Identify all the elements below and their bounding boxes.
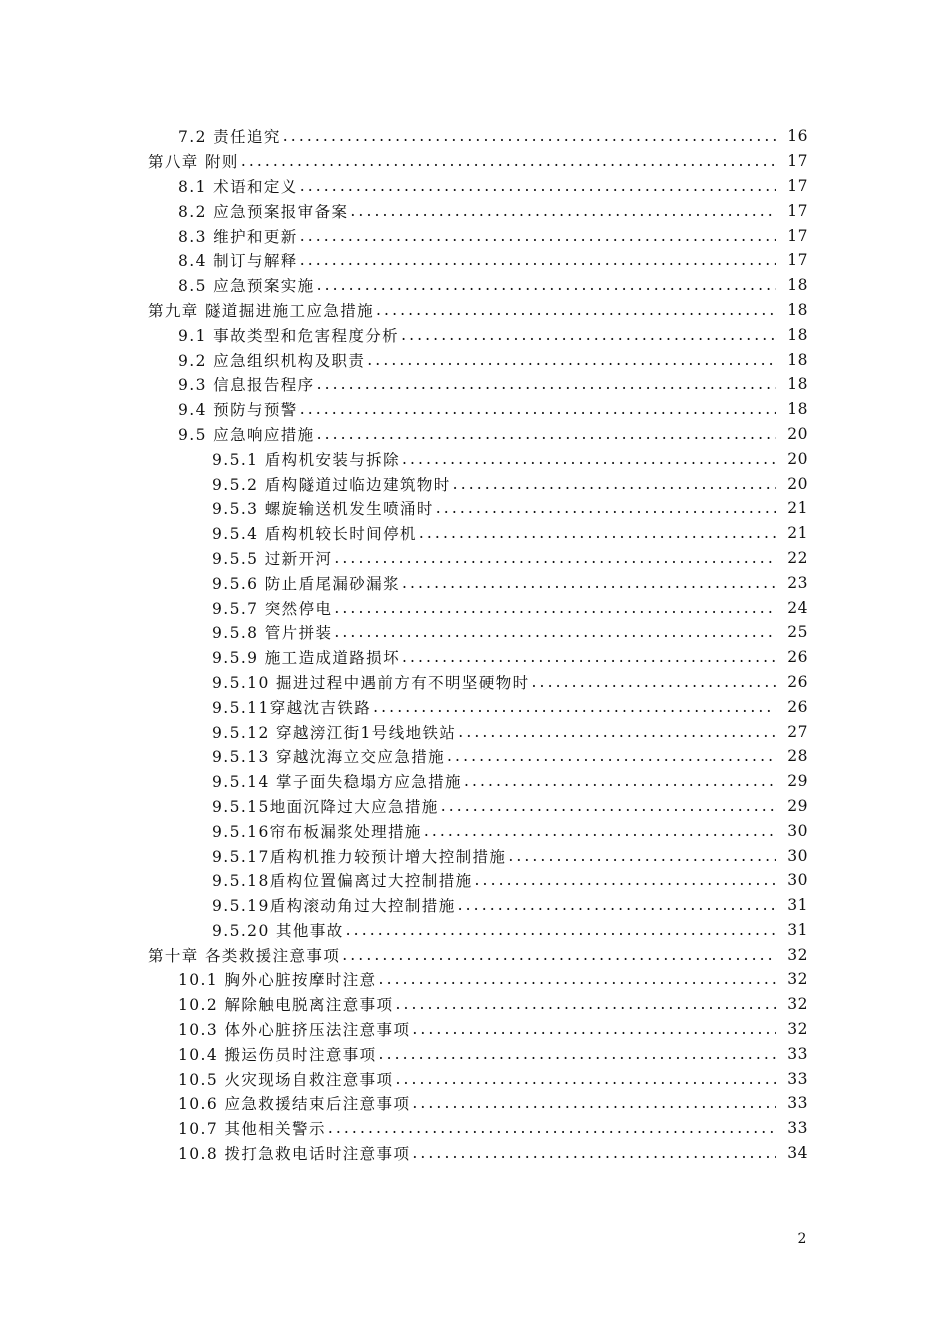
toc-dot-leader [373,698,776,716]
toc-entry[interactable] [0,198,950,223]
toc-entry-page: 22 [787,548,808,567]
toc-entry-page: 17 [787,226,808,245]
toc-entry-title: 10.7 其他相关警示 [178,1120,326,1139]
toc-dot-leader [283,127,776,145]
toc-dot-leader [376,301,776,319]
toc-entry[interactable] [0,794,950,819]
toc-dot-leader [317,375,776,393]
toc-entry-title: 9.5.6 防止盾尾漏砂漏浆 [212,574,400,593]
toc-dot-leader [412,1020,776,1038]
toc-entry[interactable] [0,446,950,471]
toc-entry[interactable] [0,967,950,992]
toc-entry-page: 27 [787,722,808,741]
toc-entry[interactable] [0,322,950,347]
toc-entry-title: 8.2 应急预案报审备案 [178,202,349,221]
toc-entry[interactable] [0,521,950,546]
toc-entry[interactable] [0,1091,950,1116]
toc-entry-title: 10.5 火灾现场自救注意事项 [178,1070,394,1089]
toc-entry[interactable] [0,719,950,744]
toc-entry-title: 8.1 术语和定义 [178,177,298,196]
toc-dot-leader [379,970,776,988]
toc-entry[interactable] [0,670,950,695]
toc-dot-leader [300,400,776,418]
toc-dot-leader [532,673,776,691]
toc-entry-page: 23 [787,573,808,592]
toc-dot-leader [508,847,776,865]
toc-dot-leader [317,425,776,443]
toc-entry-title: 10.1 胸外心脏按摩时注意 [178,971,377,990]
toc-entry[interactable] [0,694,950,719]
toc-entry-title: 9.5.11穿越沈吉铁路 [212,698,372,717]
toc-entry[interactable] [0,769,950,794]
toc-entry-page: 33 [787,1094,808,1113]
toc-entry-title: 9.5 应急响应措施 [178,425,315,444]
toc-entry-title: 9.5.5 过新开河 [212,549,333,568]
toc-entry-page: 18 [787,325,808,344]
toc-entry-page: 32 [787,1020,808,1039]
toc-dot-leader [464,772,776,790]
toc-entry[interactable] [0,372,950,397]
toc-dot-leader [241,152,776,170]
toc-dot-leader [458,723,776,741]
toc-dot-leader [402,648,776,666]
toc-entry-title: 9.5.14 掌子面失稳塌方应急措施 [212,773,462,792]
toc-entry-page: 26 [787,697,808,716]
toc-entry-page: 29 [787,796,808,815]
table-of-contents [0,124,950,1165]
toc-entry[interactable] [0,868,950,893]
toc-entry-page: 31 [787,896,808,915]
toc-entry-page: 21 [787,499,808,518]
toc-entry[interactable] [0,893,950,918]
toc-entry-page: 20 [787,449,808,468]
toc-entry[interactable] [0,273,950,298]
toc-dot-leader [419,524,776,542]
toc-entry[interactable] [0,174,950,199]
toc-entry[interactable] [0,1116,950,1141]
toc-entry[interactable] [0,620,950,645]
toc-dot-leader [424,822,776,840]
toc-entry[interactable] [0,818,950,843]
toc-entry[interactable] [0,1041,950,1066]
toc-entry-title: 9.5.10 掘进过程中遇前方有不明坚硬物时 [212,673,530,692]
toc-entry-page: 29 [787,772,808,791]
toc-dot-leader [300,251,776,269]
toc-entry-title: 10.3 体外心脏挤压法注意事项 [178,1021,411,1040]
toc-entry-title: 9.5.12 穿越滂江街1号线地铁站 [212,723,457,742]
page-number: 2 [797,1231,807,1247]
toc-entry[interactable] [0,918,950,943]
toc-dot-leader [379,1045,776,1063]
toc-entry-page: 26 [787,672,808,691]
toc-dot-leader [300,227,776,245]
toc-dot-leader [402,450,776,468]
toc-dot-leader [342,946,776,964]
toc-entry[interactable] [0,149,950,174]
toc-dot-leader [401,326,776,344]
toc-entry-page: 30 [787,871,808,890]
toc-entry-page: 28 [787,747,808,766]
toc-entry[interactable] [0,595,950,620]
toc-entry-title: 9.5.17盾构机推力较预计增大控制措施 [212,847,507,866]
toc-entry-page: 32 [787,995,808,1014]
toc-entry-page: 25 [787,623,808,642]
toc-entry[interactable] [0,744,950,769]
toc-entry[interactable] [0,347,950,372]
toc-dot-leader [395,1070,776,1088]
toc-entry-page: 16 [787,127,808,146]
toc-dot-leader [334,549,776,567]
toc-entry-page: 17 [787,176,808,195]
toc-entry-title: 7.2 责任追究 [178,128,281,147]
toc-entry-title: 9.2 应急组织机构及职责 [178,351,366,370]
toc-entry-title: 9.5.16帘布板漏浆处理措施 [212,822,422,841]
toc-entry-title: 10.8 拨打急救电话时注意事项 [178,1145,411,1164]
toc-entry-title: 10.2 解除触电脱离注意事项 [178,996,394,1015]
toc-entry-page: 33 [787,1044,808,1063]
toc-entry-title: 9.5.2 盾构隧道过临边建筑物时 [212,475,451,494]
toc-entry-page: 24 [787,598,808,617]
toc-dot-leader [350,202,776,220]
toc-dot-leader [367,351,776,369]
toc-entry[interactable] [0,223,950,248]
toc-dot-leader [458,896,776,914]
toc-entry[interactable] [0,570,950,595]
toc-entry[interactable] [0,1017,950,1042]
toc-entry-page: 30 [787,821,808,840]
toc-entry-page: 18 [787,375,808,394]
toc-entry[interactable] [0,298,950,323]
toc-entry-title: 第九章 隧道掘进施工应急措施 [148,301,375,320]
toc-entry[interactable] [0,496,950,521]
toc-dot-leader [317,276,776,294]
toc-entry-title: 9.5.4 盾构机较长时间停机 [212,525,417,544]
toc-entry-title: 9.5.7 突然停电 [212,599,333,618]
toc-entry-page: 17 [787,152,808,171]
toc-entry-title: 9.5.1 盾构机安装与拆除 [212,450,400,469]
toc-entry[interactable] [0,124,950,149]
toc-dot-leader [412,1094,776,1112]
toc-dot-leader [328,1119,776,1137]
toc-entry-title: 10.4 搬运伤员时注意事项 [178,1045,377,1064]
toc-entry-title: 10.6 应急救援结束后注意事项 [178,1095,411,1114]
toc-entry-title: 9.5.20 其他事故 [212,921,344,940]
toc-entry-title: 8.5 应急预案实施 [178,277,315,296]
toc-entry[interactable] [0,397,950,422]
toc-entry[interactable] [0,1066,950,1091]
toc-entry-page: 32 [787,945,808,964]
toc-entry-title: 9.3 信息报告程序 [178,376,315,395]
toc-entry-page: 17 [787,251,808,270]
toc-entry-page: 18 [787,350,808,369]
toc-entry-page: 33 [787,1069,808,1088]
toc-entry[interactable] [0,546,950,571]
toc-entry-title: 9.5.19盾构滚动角过大控制措施 [212,897,456,916]
toc-entry-title: 9.5.8 管片拼装 [212,624,333,643]
toc-entry[interactable] [0,843,950,868]
toc-entry-title: 9.5.3 螺旋输送机发生喷涌时 [212,500,434,519]
toc-entry-page: 17 [787,201,808,220]
toc-entry-title: 8.3 维护和更新 [178,227,298,246]
toc-dot-leader [447,747,776,765]
toc-entry-page: 21 [787,524,808,543]
toc-dot-leader [475,871,776,889]
toc-dot-leader [334,599,776,617]
toc-entry-title: 9.5.15地面沉降过大应急措施 [212,797,439,816]
toc-entry-page: 34 [787,1144,808,1163]
toc-entry-page: 18 [787,400,808,419]
toc-entry-page: 18 [787,276,808,295]
toc-entry-page: 20 [787,424,808,443]
toc-entry-title: 9.1 事故类型和危害程度分析 [178,326,400,345]
toc-dot-leader [346,921,776,939]
toc-entry[interactable] [0,942,950,967]
toc-entry[interactable] [0,645,950,670]
toc-entry[interactable] [0,992,950,1017]
toc-entry-page: 30 [787,846,808,865]
toc-entry-page: 33 [787,1119,808,1138]
toc-dot-leader [402,574,776,592]
toc-entry-page: 26 [787,648,808,667]
toc-entry-title: 9.5.13 穿越沈海立交应急措施 [212,748,446,767]
toc-entry-page: 32 [787,970,808,989]
toc-dot-leader [412,1144,776,1162]
toc-entry-title: 9.5.9 施工造成道路损坏 [212,649,400,668]
toc-entry[interactable] [0,471,950,496]
toc-entry[interactable] [0,1141,950,1166]
toc-entry-title: 8.4 制订与解释 [178,252,298,271]
toc-entry-page: 31 [787,920,808,939]
toc-entry[interactable] [0,248,950,273]
toc-entry[interactable] [0,422,950,447]
toc-dot-leader [395,995,776,1013]
toc-dot-leader [334,623,776,641]
toc-entry-title: 第十章 各类救援注意事项 [148,946,341,965]
toc-entry-title: 第八章 附则 [148,153,239,172]
toc-entry-title: 9.5.18盾构位置偏离过大控制措施 [212,872,473,891]
toc-dot-leader [441,797,776,815]
toc-entry-page: 18 [787,300,808,319]
toc-dot-leader [436,499,776,517]
toc-dot-leader [453,475,776,493]
toc-entry-page: 20 [787,474,808,493]
toc-dot-leader [300,177,776,195]
toc-entry-title: 9.4 预防与预警 [178,401,298,420]
